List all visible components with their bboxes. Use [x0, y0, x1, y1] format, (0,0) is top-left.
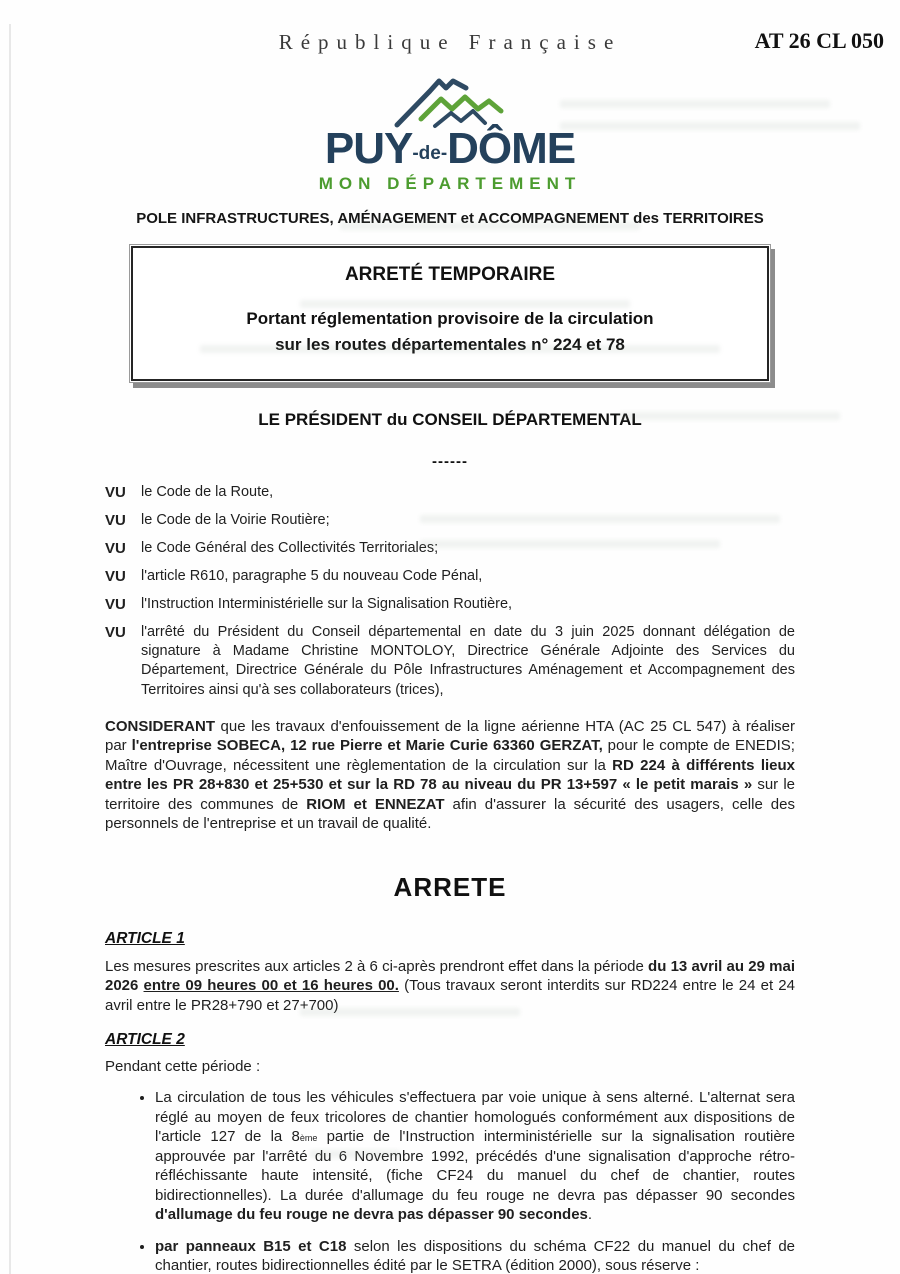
article-1-heading: ARTICLE 1: [105, 929, 185, 947]
article-2-intro: Pendant cette période :: [105, 1058, 261, 1076]
title-box-inner: [131, 246, 769, 381]
scan-bleed-artifact: [560, 122, 860, 130]
scan-edge-line: [9, 24, 11, 1274]
article-1-body: Les mesures prescrites aux articles 2 à 6 ci-après prendront effet dans la période du 13 avril au 29 mai 2026 entre 09 heures 00 et 16 heures 00. (Tous travaux seront interdits sur RD224 entre le 24 et 24 avril entre le PR28+790 et 27+700): [105, 957, 795, 1014]
vu-label: VU: [105, 567, 126, 585]
logo-text-de: -de-: [412, 143, 448, 164]
bullet-item-alternat: • La circulation de tous les véhicules s'effectuera par voie unique à sens alterné. L'alternat sera réglé au moyen de feux tricolores de chantier homologués conformément aux dispositions de l'article 127 de la 8ème partie de l'Instruction interministérielle sur la signalisation routière approuvée par l'arrêté du 6 Novembre 1992, précédés d'une signalisation d'approche rétro-réfléchissante haute intensité, (fiche CF24 du manuel du chef de chantier, routes bidirectionnelles). La durée d'allumage du feu rouge ne devra pas dépasser 90 secondes d'allumage du feu rouge ne devra pas dépasser 90 secondes.: [155, 1088, 795, 1225]
vu-text: l'article R610, paragraphe 5 du nouveau Code Pénal,: [141, 567, 483, 584]
scan-bleed-artifact: [300, 1008, 520, 1016]
department-line: POLE INFRASTRUCTURES, AMÉNAGEMENT et ACCOMPAGNEMENT des TERRITOIRES: [136, 210, 764, 227]
vu-item: [105, 483, 795, 503]
considerant-paragraph: CONSIDERANT que les travaux d'enfouissement de la ligne aérienne HTA (AC 25 CL 547) à réaliser par l'entreprise SOBECA, 12 rue Pierre et Marie Curie 63360 GERZAT, pour le compte de ENEDIS; Maître d'Ouvrage, nécessitent une règlementation de la circulation sur la RD 224 à différents lieux entre les PR 28+830 et 25+530 et sur la RD 78 au niveau du PR 13+597 « le petit marais » sur le territoire des communes de RIOM et ENNEZAT afin d'assurer la sécurité des usagers, celle des personnels de l'entreprise et un travail de qualité.: [105, 717, 795, 833]
separator-dashes: ------: [432, 453, 468, 470]
decree-subtitle-line2: sur les routes départementales n° 224 et 78: [275, 334, 625, 354]
vu-item: [105, 567, 795, 587]
scan-bleed-artifact: [420, 540, 720, 548]
scan-bleed-artifact: [620, 412, 840, 420]
vu-text: l'arrêté du Président du Conseil départemental en date du 3 juin 2025 donnant délégation de signature à Madame Christine MONTOLOY, Directrice Générale Adjointe des Services du Département, Directrice Générale du Pôle Infrastructures Aménagement et Accompagnement des Territoires ainsi qu'à ses collaborateurs (trices),: [141, 623, 795, 698]
vu-label: VU: [105, 623, 126, 641]
decree-subtitle-line1: Portant réglementation provisoire de la circulation: [246, 309, 654, 328]
vu-item: [105, 595, 795, 615]
document-reference-code: AT 26 CL 050: [754, 28, 884, 53]
vu-text: le Code de la Voirie Routière;: [141, 511, 330, 528]
document-body: [0, 483, 900, 1274]
scan-bleed-artifact: [420, 515, 780, 523]
vu-text: l'Instruction Interministérielle sur la Signalisation Routière,: [141, 595, 513, 612]
vu-label: VU: [105, 484, 126, 501]
scan-bleed-artifact: [200, 345, 720, 353]
logo-text-dome: DÔME: [447, 124, 576, 173]
republic-title: République Française: [278, 30, 622, 54]
vu-label: VU: [105, 511, 126, 529]
decree-title: ARRETÉ TEMPORAIRE: [344, 264, 556, 285]
mountain-icon: [375, 73, 525, 131]
vu-text: le Code de la Route,: [141, 484, 274, 500]
president-line: LE PRÉSIDENT du CONSEIL DÉPARTEMENTAL: [258, 410, 642, 429]
scan-bleed-artifact: [560, 100, 830, 108]
document-header: [90, 0, 810, 55]
scan-bleed-artifact: [310, 1150, 400, 1158]
arrete-heading: ARRETE: [393, 871, 507, 902]
logo-wordmark: [0, 124, 900, 173]
title-box: [129, 244, 771, 383]
scan-bleed-artifact: [300, 300, 630, 308]
article-2-bullet-list: [105, 1088, 795, 1274]
vu-label: VU: [105, 595, 126, 613]
scan-bleed-artifact: [340, 222, 640, 230]
logo-text-puy: PUY: [324, 124, 413, 173]
bullet-item-panneaux: • par panneaux B15 et C18 selon les dispositions du schéma CF22 du manuel du chef de chantier, routes bidirectionnelles édité par le SETRA (édition 2000), sous réserve :: [155, 1237, 795, 1274]
logo-subtitle: MON DÉPARTEMENT: [318, 174, 582, 193]
article-2-heading: ARTICLE 2: [105, 1031, 185, 1049]
vu-text: le Code Général des Collectivités Territoriales;: [141, 539, 439, 556]
vu-item: [105, 623, 795, 700]
puy-de-dome-logo: [0, 73, 900, 192]
vu-label: VU: [105, 539, 126, 557]
